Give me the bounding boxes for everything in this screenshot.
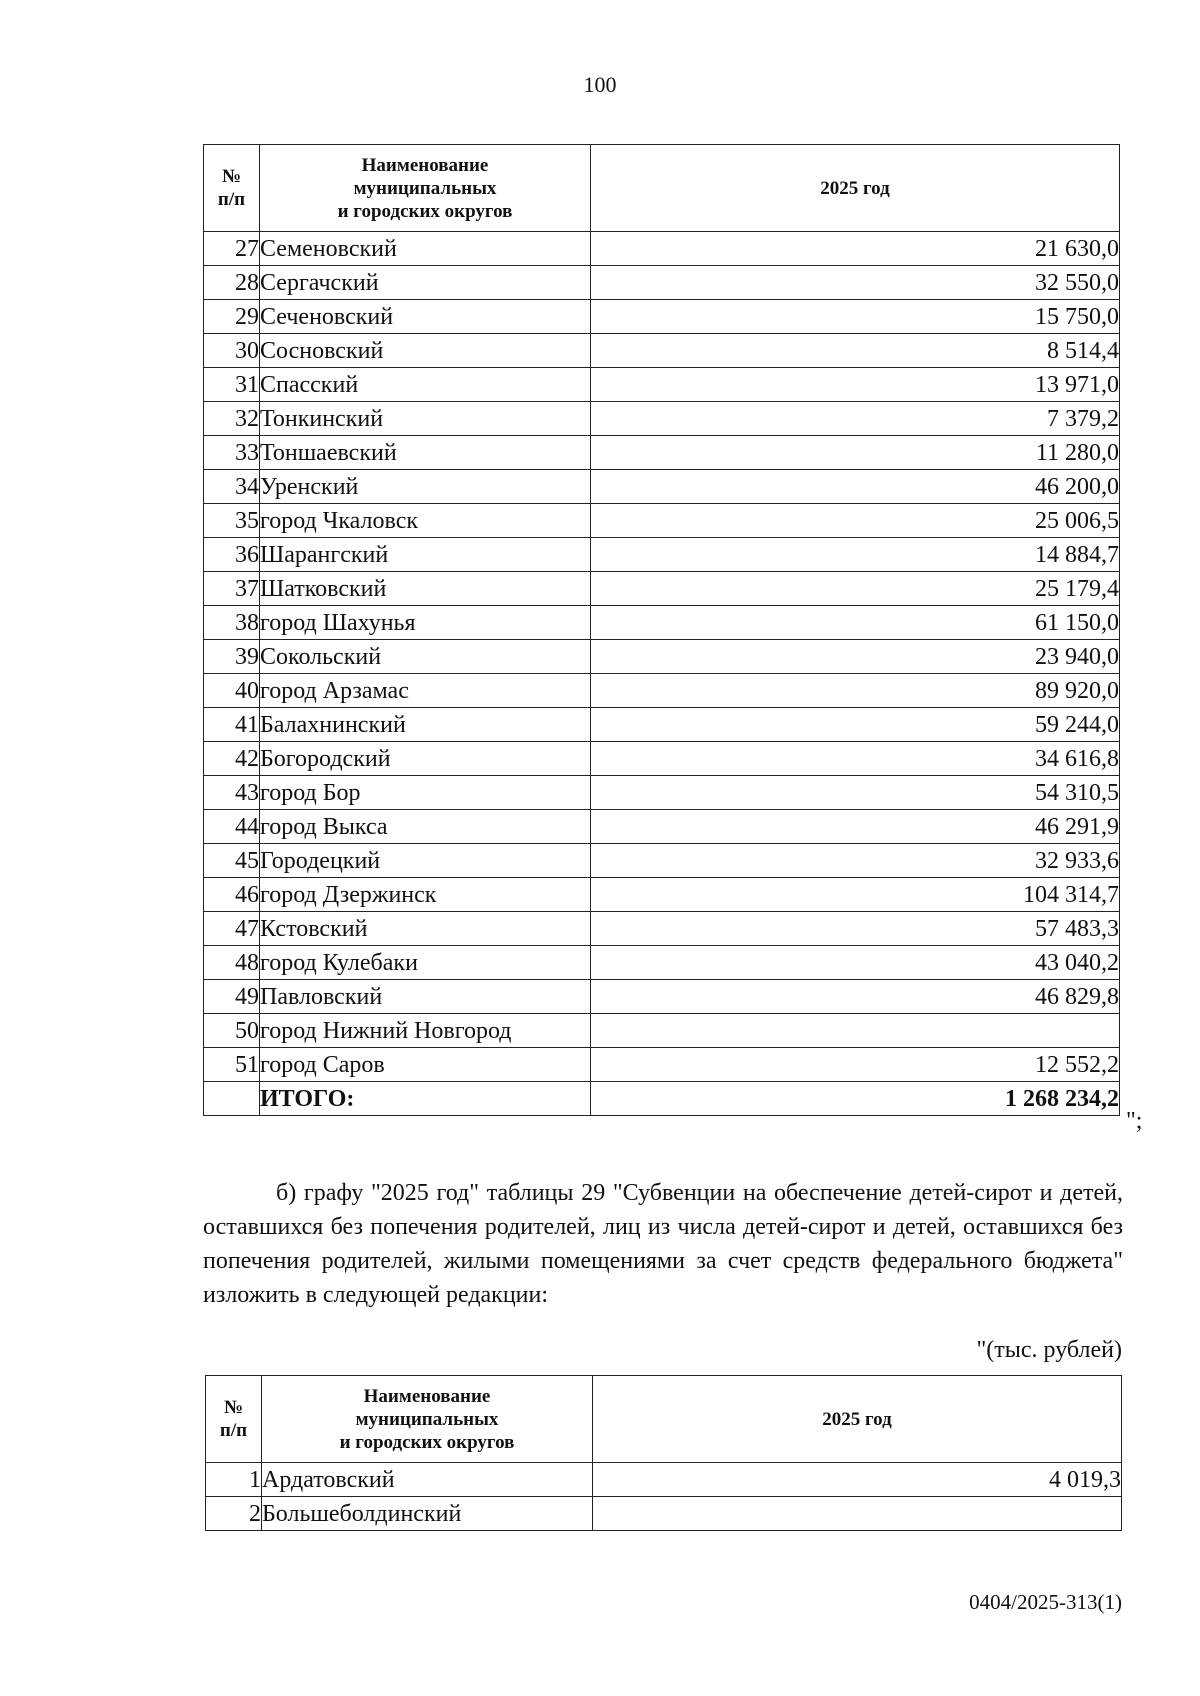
row-name: город Выкса — [260, 810, 591, 844]
table-row — [204, 504, 1120, 538]
table-row — [204, 844, 1120, 878]
row-value: 7 379,2 — [591, 402, 1120, 436]
header-name-line: Наименование — [361, 154, 489, 176]
row-value: 34 616,8 — [591, 742, 1120, 776]
row-name: город Кулебаки — [260, 946, 591, 980]
row-name: Сосновский — [260, 334, 591, 368]
table-row — [204, 742, 1120, 776]
row-name: город Саров — [260, 1048, 591, 1082]
table-row — [204, 232, 1120, 266]
header-name-line: и городских округов — [339, 1431, 515, 1453]
row-name: Сокольский — [260, 640, 591, 674]
row-number: 1 — [206, 1463, 262, 1497]
row-value: 15 750,0 — [591, 300, 1120, 334]
row-name: город Чкаловск — [260, 504, 591, 538]
table-row — [204, 878, 1120, 912]
row-name: Павловский — [260, 980, 591, 1014]
row-value: 21 630,0 — [591, 232, 1120, 266]
row-number: 50 — [204, 1014, 260, 1048]
table-row — [204, 674, 1120, 708]
row-value — [591, 1014, 1120, 1048]
row-number: 41 — [204, 708, 260, 742]
row-value: 25 179,4 — [591, 572, 1120, 606]
row-value: 89 920,0 — [591, 674, 1120, 708]
row-name: Тоншаевский — [260, 436, 591, 470]
table-row — [204, 470, 1120, 504]
row-number: 34 — [204, 470, 260, 504]
table-row — [206, 1497, 1122, 1531]
table-row — [204, 300, 1120, 334]
row-number: 43 — [204, 776, 260, 810]
header-name — [262, 1376, 593, 1463]
row-number: 37 — [204, 572, 260, 606]
row-number: 2 — [206, 1497, 262, 1531]
row-number: 39 — [204, 640, 260, 674]
table-row — [204, 538, 1120, 572]
table-header-row — [206, 1376, 1122, 1463]
row-name: Балахнинский — [260, 708, 591, 742]
row-number: 28 — [204, 266, 260, 300]
amendment-paragraph: б) графу "2025 год" таблицы 29 "Субвенции на обеспечение детей-сирот и детей, оставшихся без попечения родителей, лиц из числа детей-сирот и детей, оставшихся без попечения родителей, жилыми помещениями за счет средств федерального бюджета" изложить в следующей редакции: — [203, 1180, 1123, 1308]
row-number: 47 — [204, 912, 260, 946]
row-value: 57 483,3 — [591, 912, 1120, 946]
row-number: 45 — [204, 844, 260, 878]
header-name-line: муниципальных — [353, 177, 497, 199]
row-value: 32 550,0 — [591, 266, 1120, 300]
row-name: Уренский — [260, 470, 591, 504]
allocation-table-1 — [203, 144, 1120, 1116]
row-value: 46 829,8 — [591, 980, 1120, 1014]
row-value: 13 971,0 — [591, 368, 1120, 402]
row-name: Богородский — [260, 742, 591, 776]
row-number: 35 — [204, 504, 260, 538]
row-name: Сергачский — [260, 266, 591, 300]
row-number: 40 — [204, 674, 260, 708]
header-number-line: № — [223, 1397, 244, 1418]
row-number: 29 — [204, 300, 260, 334]
table-row — [204, 708, 1120, 742]
row-name: Кстовский — [260, 912, 591, 946]
table-row — [204, 810, 1120, 844]
page-number: 100 — [583, 72, 617, 97]
row-number: 42 — [204, 742, 260, 776]
row-value: 46 200,0 — [591, 470, 1120, 504]
row-value: 4 019,3 — [593, 1463, 1122, 1497]
table-row — [204, 436, 1120, 470]
row-number: 46 — [204, 878, 260, 912]
row-value — [593, 1497, 1122, 1531]
row-number: 30 — [204, 334, 260, 368]
row-name: Сеченовский — [260, 300, 591, 334]
header-year: 2025 год — [591, 145, 1120, 232]
row-number: 38 — [204, 606, 260, 640]
row-value: 23 940,0 — [591, 640, 1120, 674]
row-value: 43 040,2 — [591, 946, 1120, 980]
row-value: 14 884,7 — [591, 538, 1120, 572]
table-row — [204, 572, 1120, 606]
row-name: Шатковский — [260, 572, 591, 606]
row-value: 8 514,4 — [591, 334, 1120, 368]
header-name-line: и городских округов — [337, 200, 513, 222]
header-name-line: Наименование — [363, 1385, 491, 1407]
row-number: 51 — [204, 1048, 260, 1082]
row-value: 11 280,0 — [591, 436, 1120, 470]
header-number — [206, 1376, 262, 1463]
table-row — [204, 1014, 1120, 1048]
table-row — [206, 1463, 1122, 1497]
total-row — [204, 1082, 1120, 1116]
row-value: 32 933,6 — [591, 844, 1120, 878]
row-number: 33 — [204, 436, 260, 470]
row-value: 104 314,7 — [591, 878, 1120, 912]
table-row — [204, 776, 1120, 810]
header-name-line: муниципальных — [355, 1408, 499, 1430]
table-row — [204, 402, 1120, 436]
header-name — [260, 145, 591, 232]
row-name: город Арзамас — [260, 674, 591, 708]
row-name: Городецкий — [260, 844, 591, 878]
header-number-line: № — [221, 166, 242, 187]
row-number: 27 — [204, 232, 260, 266]
header-number-line: п/п — [219, 1420, 248, 1441]
row-name: Семеновский — [260, 232, 591, 266]
row-value: 25 006,5 — [591, 504, 1120, 538]
row-name: город Бор — [260, 776, 591, 810]
table-row — [204, 946, 1120, 980]
table-row — [204, 334, 1120, 368]
row-name: Спасский — [260, 368, 591, 402]
row-value: 59 244,0 — [591, 708, 1120, 742]
row-name: город Дзержинск — [260, 878, 591, 912]
table-row — [204, 266, 1120, 300]
row-value: 61 150,0 — [591, 606, 1120, 640]
row-name: Ардатовский — [262, 1463, 593, 1497]
table-row — [204, 980, 1120, 1014]
row-name: Большеболдинский — [262, 1497, 593, 1531]
row-value: 54 310,5 — [591, 776, 1120, 810]
table-row — [204, 640, 1120, 674]
row-number: 44 — [204, 810, 260, 844]
total-number-cell — [204, 1082, 260, 1116]
table-row — [204, 606, 1120, 640]
header-number — [204, 145, 260, 232]
row-number: 31 — [204, 368, 260, 402]
document-code: 0404/2025-313(1) — [969, 1590, 1122, 1614]
table-row — [204, 368, 1120, 402]
row-value: 46 291,9 — [591, 810, 1120, 844]
row-number: 49 — [204, 980, 260, 1014]
table-header-row — [204, 145, 1120, 232]
header-number-line: п/п — [217, 189, 246, 210]
row-value: 12 552,2 — [591, 1048, 1120, 1082]
row-number: 36 — [204, 538, 260, 572]
total-value: 1 268 234,2 — [591, 1082, 1120, 1116]
row-name: город Шахунья — [260, 606, 591, 640]
row-name: Тонкинский — [260, 402, 591, 436]
row-name: Шарангский — [260, 538, 591, 572]
table-row — [204, 912, 1120, 946]
table-row — [204, 1048, 1120, 1082]
total-label: ИТОГО: — [260, 1082, 591, 1116]
closing-quote-mark: "; — [1126, 1108, 1143, 1134]
units-label: "(тыс. рублей) — [976, 1337, 1122, 1363]
header-year: 2025 год — [593, 1376, 1122, 1463]
row-number: 48 — [204, 946, 260, 980]
row-number: 32 — [204, 402, 260, 436]
allocation-table-2 — [205, 1375, 1122, 1531]
row-name: город Нижний Новгород — [260, 1014, 591, 1048]
